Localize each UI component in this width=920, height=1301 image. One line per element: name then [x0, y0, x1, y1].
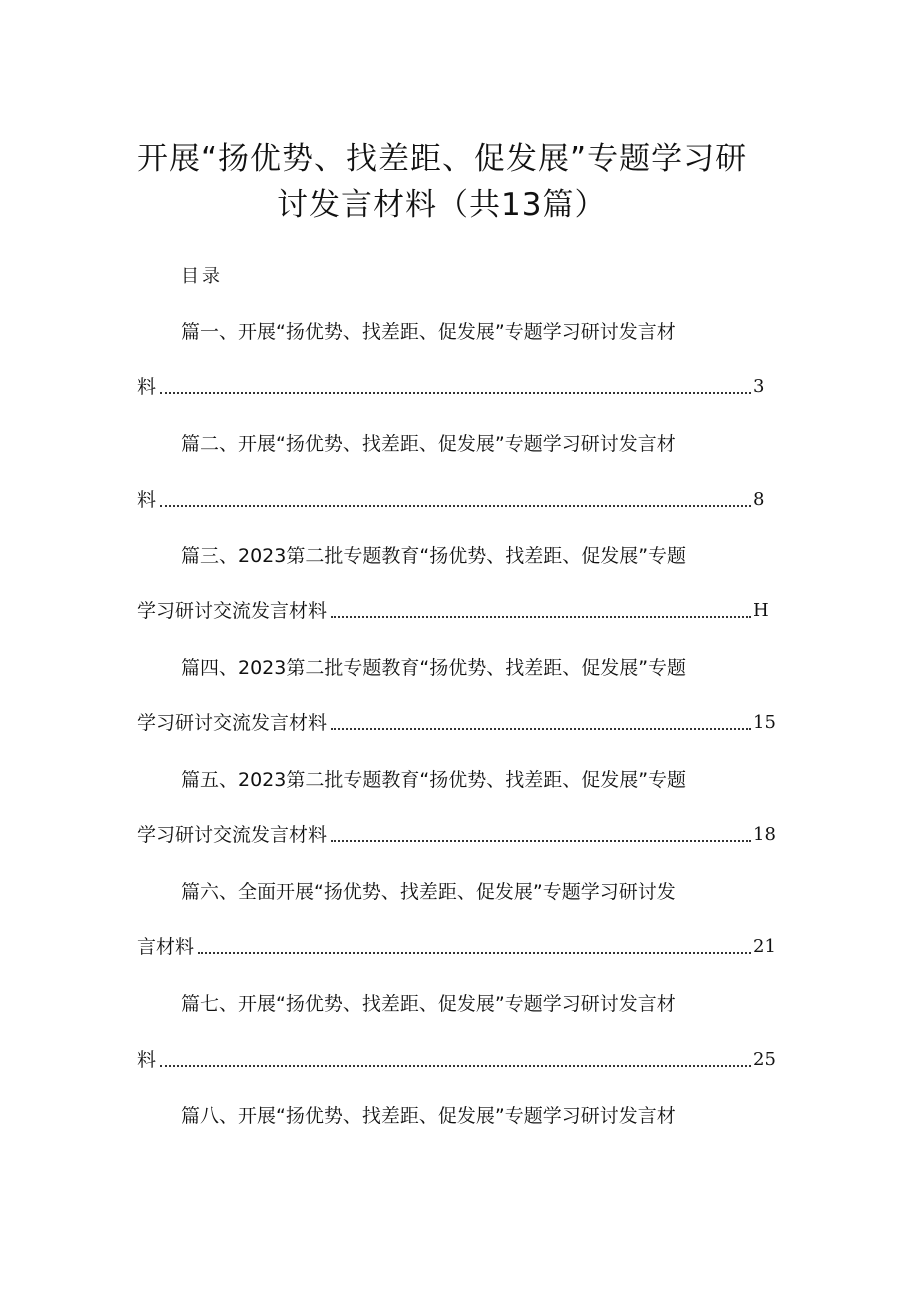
toc-entry-6-continuation[interactable]	[137, 934, 777, 960]
toc-entry-4-page-number: 15	[753, 712, 776, 733]
toc-entry-7-tail: 料	[137, 1049, 157, 1071]
toc-entry-3-tail: 学习研讨交流发言材料	[137, 600, 328, 622]
toc-entry-6-page-number: 21	[753, 936, 776, 957]
toc-entry-2-title[interactable]: 篇二、开展“扬优势、找差距、促发展”专题学习研讨发言材	[181, 433, 676, 455]
toc-entry-6-title[interactable]: 篇六、全面开展“扬优势、找差距、促发展”专题学习研讨发	[181, 881, 676, 903]
dot-leader	[160, 1065, 751, 1067]
toc-entry-6-tail: 言材料	[137, 936, 195, 958]
toc-entry-7-continuation[interactable]	[137, 1047, 777, 1073]
toc-entry-4-continuation[interactable]	[137, 710, 777, 736]
toc-entry-1-tail: 料	[137, 376, 157, 398]
toc-entry-1-page-number: 3	[753, 376, 765, 397]
dot-leader	[160, 392, 751, 394]
toc-entry-8-title[interactable]: 篇八、开展“扬优势、找差距、促发展”专题学习研讨发言材	[181, 1105, 676, 1127]
toc-entry-5-continuation[interactable]	[137, 822, 777, 848]
toc-entry-1-continuation[interactable]	[137, 374, 777, 400]
toc-entry-3-page-number: H	[753, 600, 769, 621]
dot-leader	[331, 616, 751, 618]
toc-entry-5-tail: 学习研讨交流发言材料	[137, 824, 328, 846]
dot-leader	[160, 505, 751, 507]
toc-heading: 目录	[181, 266, 223, 287]
toc-entry-1-title[interactable]: 篇一、开展“扬优势、找差距、促发展”专题学习研讨发言材	[181, 321, 676, 343]
toc-entry-2-continuation[interactable]	[137, 487, 777, 513]
toc-entry-3-continuation[interactable]	[137, 598, 777, 624]
toc-entry-5-page-number: 18	[753, 824, 776, 845]
dot-leader	[331, 840, 751, 842]
toc-entry-7-page-number: 25	[753, 1049, 776, 1070]
toc-entry-7-title[interactable]: 篇七、开展“扬优势、找差距、促发展”专题学习研讨发言材	[181, 993, 676, 1015]
toc-entry-2-page-number: 8	[753, 489, 765, 510]
document-title-line-2: 讨发言材料（共13篇）	[277, 187, 607, 223]
document-title-line-1: 开展“扬优势、找差距、促发展”专题学习研	[137, 141, 748, 177]
toc-entry-4-title[interactable]: 篇四、2023第二批专题教育“扬优势、找差距、促发展”专题	[181, 657, 687, 679]
toc-entry-2-tail: 料	[137, 489, 157, 511]
toc-entry-4-tail: 学习研讨交流发言材料	[137, 712, 328, 734]
toc-entry-3-title[interactable]: 篇三、2023第二批专题教育“扬优势、找差距、促发展”专题	[181, 545, 687, 567]
dot-leader	[331, 728, 751, 730]
dot-leader	[198, 952, 751, 954]
toc-entry-5-title[interactable]: 篇五、2023第二批专题教育“扬优势、找差距、促发展”专题	[181, 769, 687, 791]
